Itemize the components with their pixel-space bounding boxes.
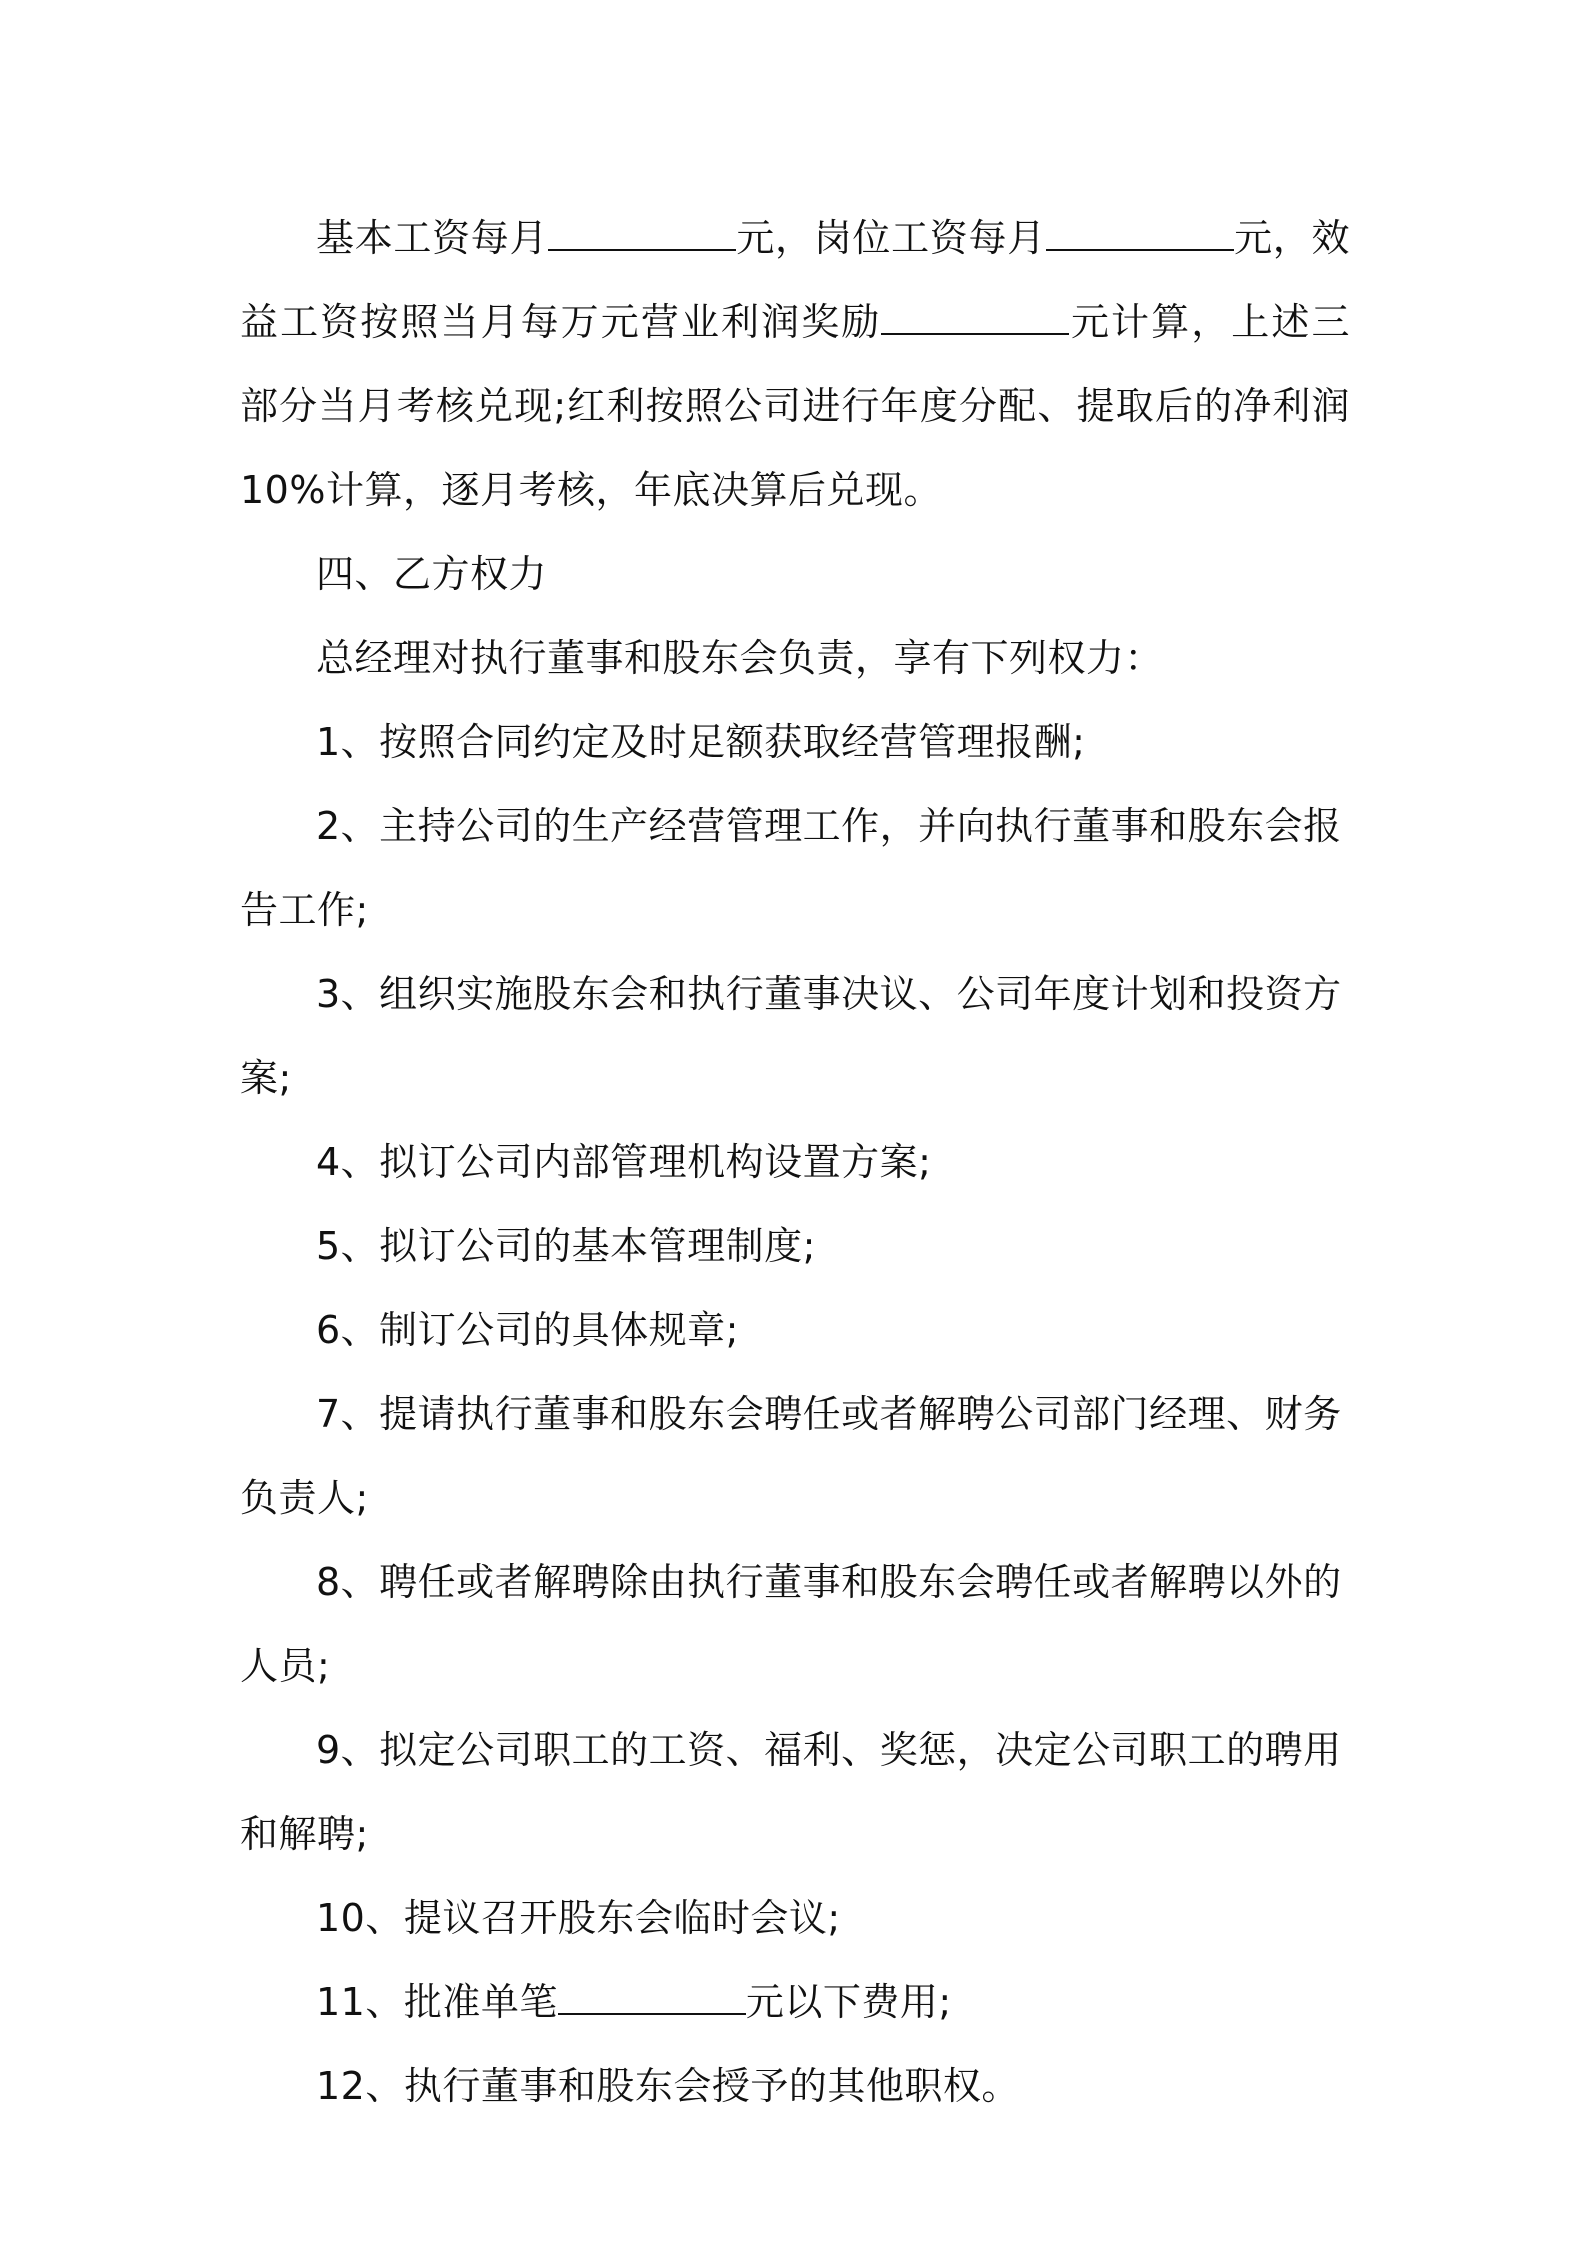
list-item: 9、拟定公司职工的工资、福利、奖惩，决定公司职工的聘用和解聘;: [240, 1728, 1342, 1856]
section-title: 四、乙方权力: [316, 552, 548, 596]
list-item: 12、执行董事和股东会授予的其他职权。: [316, 2064, 1020, 2108]
list-item: 10、提议召开股东会临时会议;: [316, 1896, 841, 1940]
list-item: 4、拟订公司内部管理机构设置方案;: [316, 1140, 932, 1184]
list-item: 1、按照合同约定及时足额获取经营管理报酬;: [316, 720, 1086, 764]
list-item: 6、制订公司的具体规章;: [316, 1308, 739, 1352]
list-item: 2、主持公司的生产经营管理工作，并向执行董事和股东会报告工作;: [240, 804, 1342, 932]
document-body: [240, 196, 1350, 2128]
list-item-expense: [240, 1960, 1350, 2044]
basic-salary-blank: [548, 219, 736, 251]
salary-text-2: 元，岗位工资每月: [736, 216, 1046, 260]
bonus-salary-blank: [881, 303, 1069, 335]
salary-paragraph: [240, 196, 1350, 532]
salary-text-3: 元，效益工资按照当月每万元营业利润奖励: [240, 216, 1350, 344]
salary-text-1: 基本工资每月: [316, 216, 549, 260]
list-item: 3、组织实施股东会和执行董事决议、公司年度计划和投资方案;: [240, 972, 1342, 1100]
section-intro: 总经理对执行董事和股东会负责，享有下列权力：: [316, 636, 1164, 680]
list-item: 7、提请执行董事和股东会聘任或者解聘公司部门经理、财务负责人;: [240, 1392, 1342, 1520]
list-item: 8、聘任或者解聘除由执行董事和股东会聘任或者解聘以外的人员;: [240, 1560, 1342, 1688]
expense-suffix: 元以下费用;: [745, 1980, 952, 2024]
position-salary-blank: [1046, 219, 1234, 251]
list-item: 5、拟订公司的基本管理制度;: [316, 1224, 816, 1268]
expense-prefix: 11、批准单笔: [316, 1980, 558, 2024]
salary-text-4: 元计算，上述三部分当月考核兑现;红利按照公司进行年度分配、提取后的净利润 10%计算，逐月考核，年底决算后兑现。: [240, 300, 1350, 512]
expense-amount-blank: [558, 1983, 746, 2015]
